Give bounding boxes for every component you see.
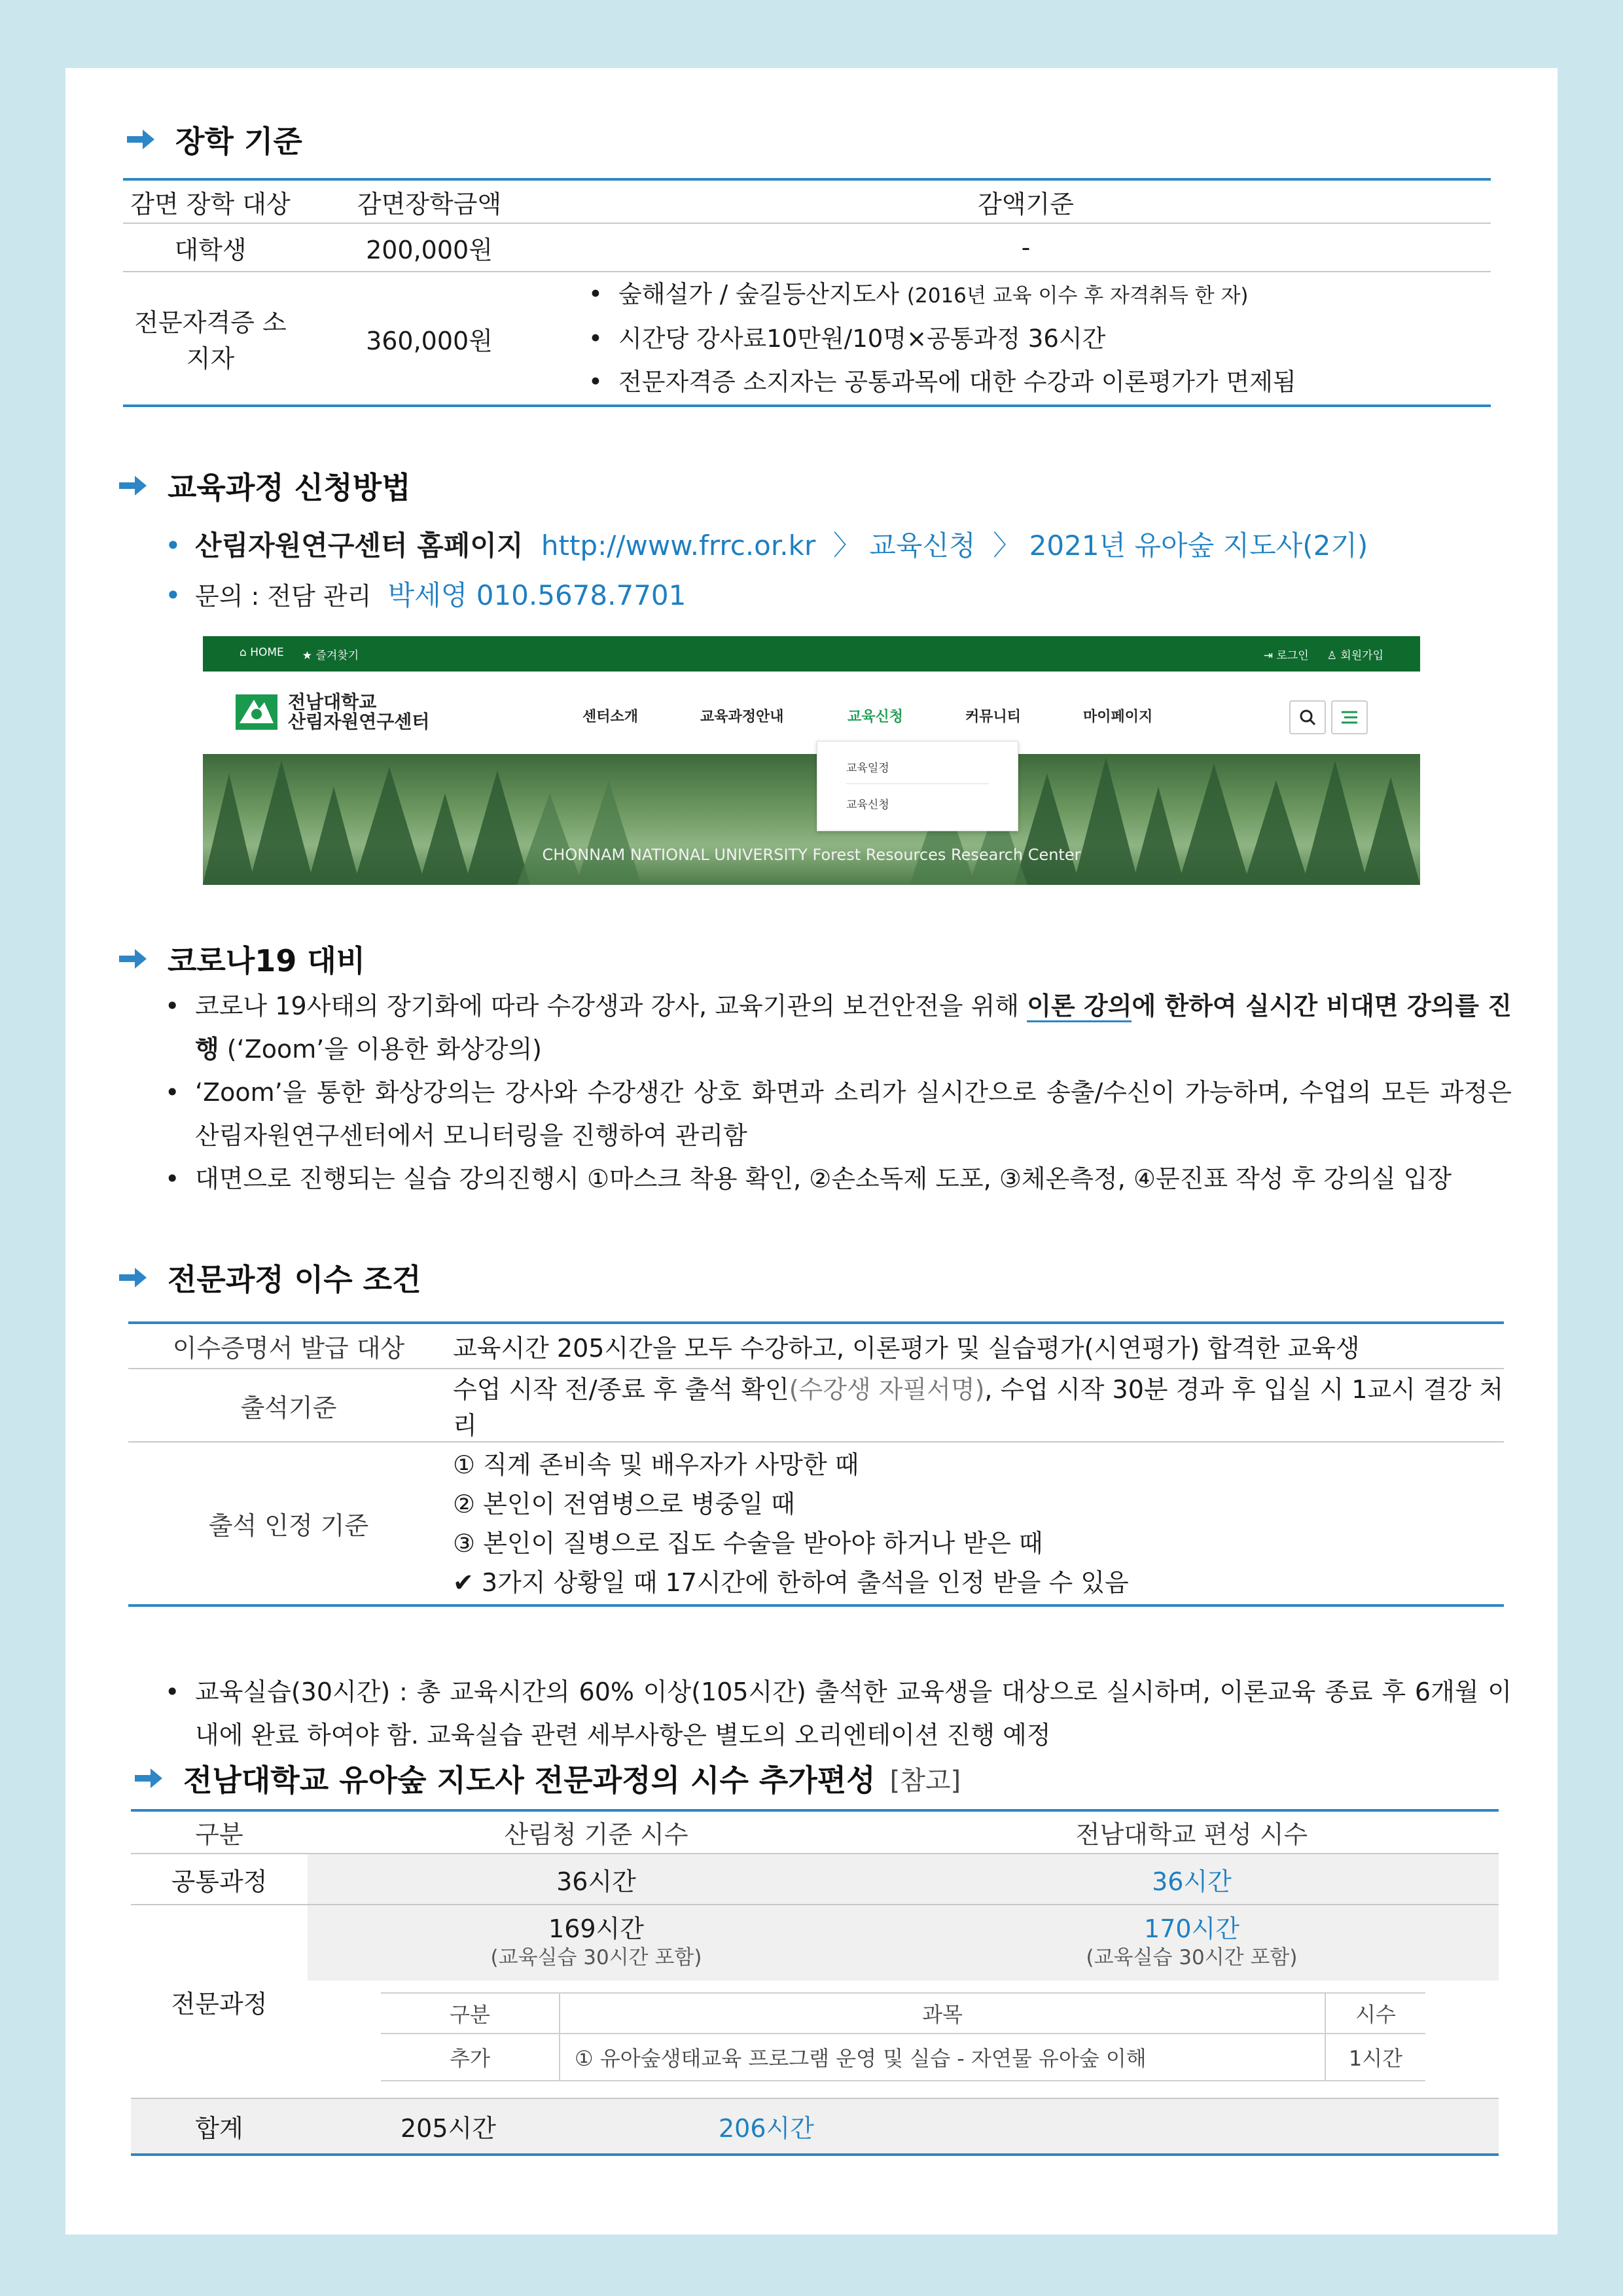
- join-link[interactable]: ♙ 회원가입: [1327, 649, 1383, 662]
- site-nav: [582, 706, 1201, 726]
- contact-info: 박세영 010.5678.7701: [387, 579, 687, 611]
- table-row: [131, 1905, 1499, 1981]
- inner-header-subject: 과목: [560, 1993, 1325, 2034]
- breadcrumb-apply: 교육신청: [869, 529, 976, 562]
- table-row: [123, 223, 1491, 272]
- breadcrumb-course: 2021년 유아숲 지도사(2기): [1029, 529, 1368, 562]
- nav-item-mypage[interactable]: 마이페이지: [1083, 709, 1153, 725]
- favorite-link[interactable]: ★ 즐겨찾기: [302, 649, 359, 662]
- row-label: 출석 인정 기준: [208, 1511, 369, 1540]
- hours-table: [131, 1809, 1499, 2156]
- forest-banner: [203, 754, 1420, 885]
- search-button[interactable]: [1289, 700, 1326, 734]
- section-title-hours: 전남대학교 유아숲 지도사 전문과정의 시수 추가편성 [참고]: [134, 1757, 961, 1800]
- section-title-covid: 코로나19 대비: [118, 937, 365, 980]
- inner-header-category: 구분: [381, 1993, 560, 2034]
- reference-tag: [참고]: [889, 1765, 961, 1796]
- row-value: [449, 1442, 1504, 1605]
- table-row: [131, 1854, 1499, 1905]
- row-label: 전문과정: [171, 1989, 268, 2018]
- cell-target: 대학생: [174, 235, 247, 264]
- nav-item-community[interactable]: 커뮤니티: [965, 709, 1022, 725]
- list-item: ② 본인이 전염병으로 병중일 때: [453, 1489, 795, 1518]
- section-title-completion: 전문과정 이수 조건: [118, 1256, 421, 1299]
- cell-cnu-total: 206시간: [719, 2114, 814, 2143]
- list-item: • 문의 : 전담 관리 박세영 010.5678.7701: [157, 571, 1368, 621]
- university-logo-icon: [234, 693, 279, 731]
- list-item: ✔ 3가지 상황일 때 17시간에 한하여 출석을 인정 받을 수 있음: [453, 1568, 1129, 1597]
- col-header-criteria: 감액기준: [978, 189, 1074, 219]
- table-row: [128, 1323, 1504, 1369]
- list-item: ① 직계 존비속 및 배우자가 사망한 때: [453, 1450, 859, 1479]
- document-page: [65, 68, 1558, 2234]
- cell-cnu-hours: 170시간 (교육실습 30시간 포함): [885, 1905, 1499, 1981]
- list-item: • 교육실습(30시간) : 총 교육시간의 60% 이상(105시간) 출석한 교육생을 대상으로 실시하며, 이론교육 종료 후 6개월 이내에 완료 하여야 함. 교육실습 관련 세부사항은 별도의 오리엔테이션 진행 예정: [157, 1670, 1512, 1757]
- list-item: • 대면으로 진행되는 실습 강의진행시 ①마스크 착용 확인, ②손소독제 도포, ③체온측정, ④문진표 작성 후 강의실 입장: [157, 1157, 1512, 1200]
- inner-cell-hours: 1시간: [1325, 2034, 1425, 2081]
- cell-cnu-hours: 36시간: [885, 1854, 1499, 1905]
- cell-forest-hours: 36시간: [308, 1854, 885, 1905]
- cell-target: 전문자격증 소지자: [134, 308, 287, 373]
- col-header-forest-service: 산림청 기준 시수: [504, 1820, 688, 1849]
- covid-list: [157, 984, 1512, 1200]
- inner-header-hours: 시수: [1325, 1993, 1425, 2034]
- arrow-right-icon: [118, 948, 148, 970]
- list-item: • 산림자원연구센터 홈페이지 http://www.frrc.or.kr 〉 교육신청 〉 2021년 유아숲 지도사(2기): [157, 521, 1368, 571]
- table-row: [123, 272, 1491, 406]
- cell-criteria: [561, 272, 1491, 406]
- menu-icon: [1340, 710, 1359, 725]
- arrow-right-icon: [134, 1767, 164, 1789]
- col-header-category: 구분: [195, 1820, 243, 1849]
- cell-forest-total: 205시간: [401, 2114, 496, 2143]
- criteria-list: [580, 273, 1490, 404]
- list-item: • ‘Zoom’을 통한 화상강의는 강사와 수강생간 상호 화면과 소리가 실시간으로 송출/수신이 가능하며, 수업의 모든 과정은 산림자원연구센터에서 모니터링을 진행하여 관리함: [157, 1071, 1512, 1157]
- scholarship-table: [123, 178, 1491, 407]
- dropdown-item-schedule[interactable]: 교육일정: [846, 762, 889, 775]
- application-list: [157, 521, 1368, 621]
- arrow-right-icon: [126, 128, 156, 151]
- col-header-amount: 감면장학금액: [357, 189, 502, 219]
- search-icon: [1299, 709, 1316, 726]
- col-header-target: 감면 장학 대상: [130, 189, 291, 219]
- completion-table: [128, 1321, 1504, 1607]
- list-item: • 전문자격증 소지자는 공통과목에 대한 수강과 이론평가가 면제됨: [580, 361, 1490, 404]
- list-item: ③ 본인이 질병으로 집도 수술을 받아야 하거나 받은 때: [453, 1528, 1043, 1558]
- section-title-application: 교육과정 신청방법: [118, 464, 411, 507]
- row-label: 이수증명서 발급 대상: [172, 1334, 405, 1363]
- nav-item-courses[interactable]: 교육과정안내: [700, 709, 784, 725]
- star-icon: ★: [302, 649, 313, 662]
- cell-criteria: -: [1021, 233, 1031, 262]
- cell-forest-hours: 169시간 (교육실습 30시간 포함): [308, 1905, 885, 1981]
- site-top-bar: [203, 636, 1420, 672]
- dropdown-menu: [817, 741, 1018, 831]
- col-header-cnu: 전남대학교 편성 시수: [1075, 1820, 1308, 1849]
- site-header: [203, 672, 1420, 754]
- login-icon: ⇥: [1263, 649, 1273, 662]
- login-link[interactable]: ⇥ 로그인: [1263, 649, 1309, 662]
- row-value: 수업 시작 전/종료 후 출석 확인(수강생 자필서명), 수업 시작 30분 경과 후 입실 시 1교시 결강 처리: [453, 1375, 1504, 1440]
- menu-button[interactable]: [1331, 700, 1368, 734]
- row-label: 출석기준: [240, 1393, 337, 1422]
- table-row-total: [131, 2098, 1499, 2155]
- nav-item-apply[interactable]: 교육신청: [847, 709, 904, 725]
- table-row: [128, 1442, 1504, 1605]
- table-row: [131, 1981, 1499, 2098]
- section-title-scholarship: 장학 기준: [126, 118, 302, 161]
- list-item: • 코로나 19사태의 장기화에 따라 수강생과 강사, 교육기관의 보건안전을 위해 이론 강의에 한하여 실시간 비대면 강의를 진행 (‘Zoom’을 이용한 화상강의): [157, 984, 1512, 1071]
- inner-cell-category: 추가: [381, 2034, 560, 2081]
- arrow-right-icon: [118, 1266, 148, 1289]
- list-item: • 숲해설가 / 숲길등산지도사 (2016년 교육 이수 후 자격취득 한 자): [580, 273, 1490, 317]
- forest-trees-image: [203, 754, 1420, 885]
- nav-item-center[interactable]: 센터소개: [582, 709, 639, 725]
- row-label: 공통과정: [171, 1867, 268, 1896]
- homepage-link[interactable]: http://www.frrc.or.kr: [541, 529, 816, 562]
- practice-note: [157, 1670, 1512, 1757]
- home-link[interactable]: ⌂ HOME: [240, 645, 284, 659]
- site-logo[interactable]: 전남대학교 산림자원연구센터: [234, 692, 429, 732]
- row-label: 합계: [195, 2114, 243, 2143]
- inner-cell-subject: ① 유아숲생태교육 프로그램 운영 및 실습 - 자연물 유아숲 이해: [560, 2034, 1325, 2081]
- table-row: [131, 1810, 1499, 1854]
- cell-amount: 200,000원: [366, 235, 493, 264]
- cell-amount: 360,000원: [366, 326, 493, 355]
- home-icon: ⌂: [240, 645, 247, 659]
- arrow-right-icon: [118, 475, 148, 497]
- user-add-icon: ♙: [1327, 649, 1337, 662]
- website-screenshot: [203, 636, 1420, 885]
- row-value: 교육시간 205시간을 모두 수강하고, 이론평가 및 실습평가(시연평가) 합격한 교육생: [453, 1334, 1360, 1363]
- additional-subject-table: [381, 1992, 1425, 2081]
- list-item: • 시간당 강사료10만원/10명×공통과정 36시간: [580, 317, 1490, 361]
- banner-caption: CHONNAM NATIONAL UNIVERSITY Forest Resources Research Center: [542, 846, 1081, 864]
- dropdown-item-apply[interactable]: 교육신청: [846, 798, 889, 812]
- table-row: [128, 1369, 1504, 1442]
- additional-subject-cell: [308, 1981, 1499, 2098]
